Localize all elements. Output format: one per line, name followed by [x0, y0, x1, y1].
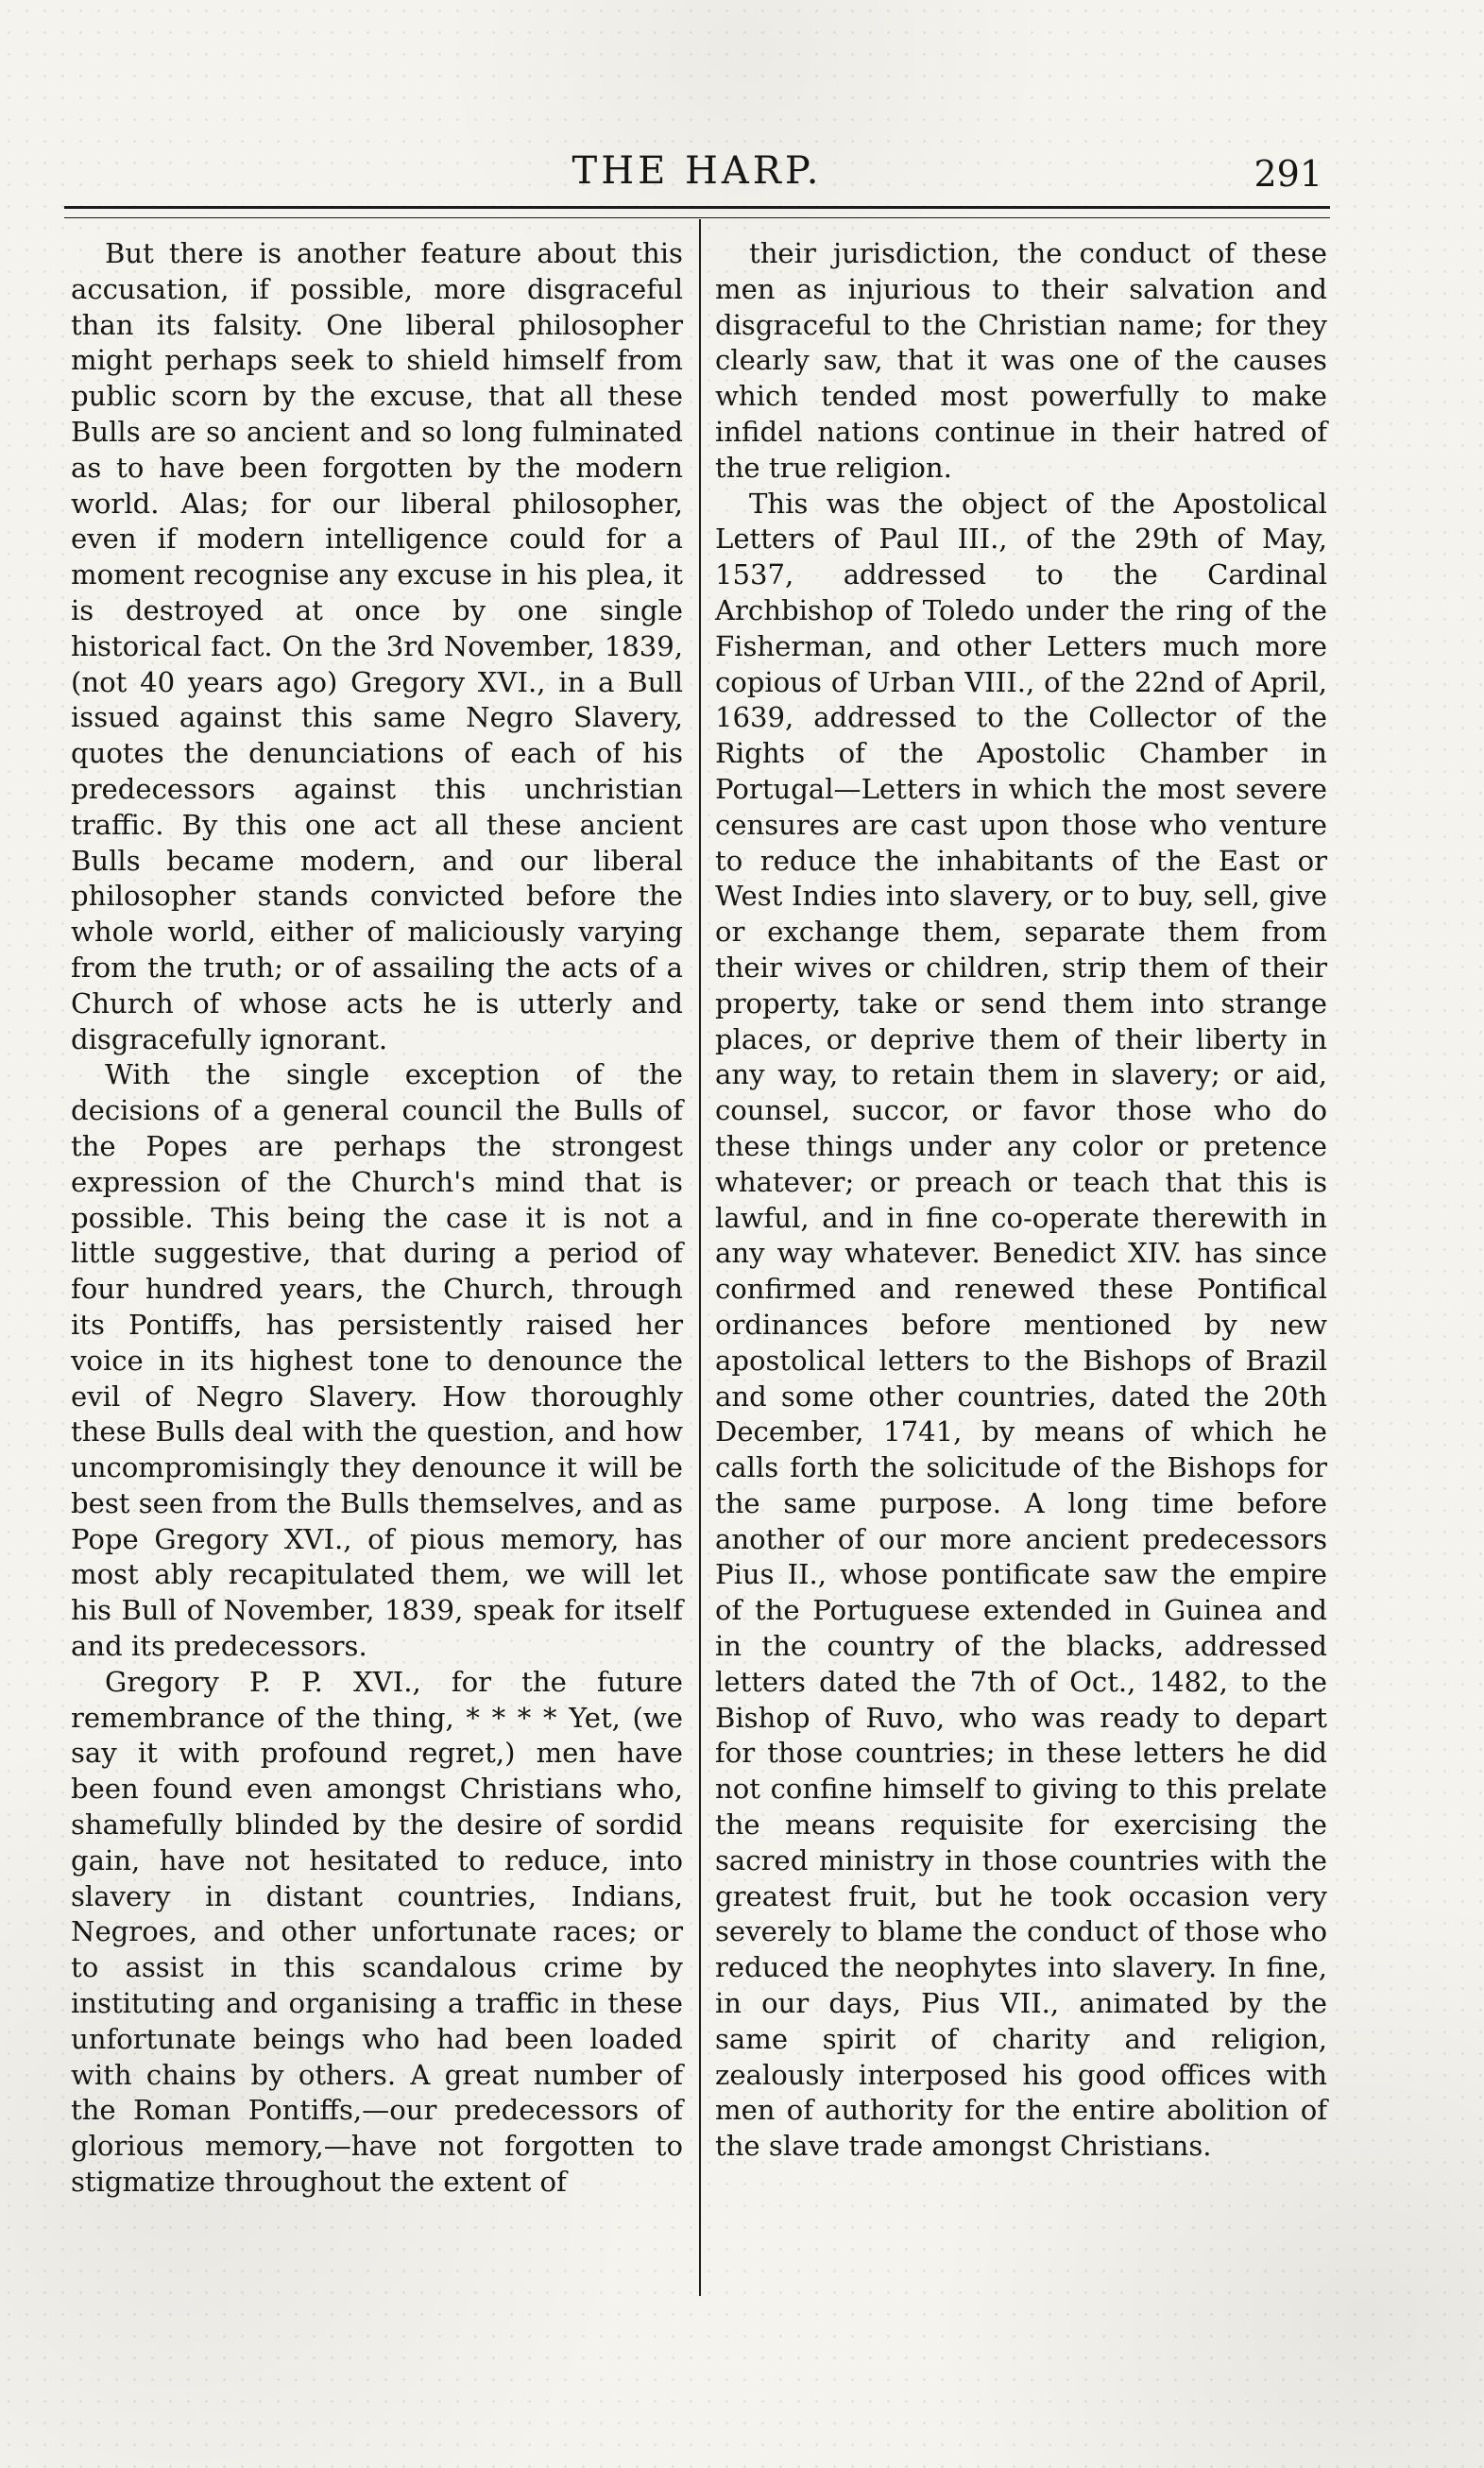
header-rule-secondary: [64, 217, 1330, 218]
column-divider: [699, 219, 701, 2296]
right-paragraph-1: their jurisdiction, the conduct of these men as injurious to their salvation and disgraceful to the Christian name; for they clearly saw, that it was one of the causes which tended most powerfully to make infidel nations continue in their hatred of the true religion.: [715, 237, 1327, 484]
left-paragraph-2: With the single exception of the decisions of a general council the Bulls of the Popes are perhaps the strongest expression of the Church's mind that is possible. This being the case it is not a little suggestive, that during a period of four hundred years, the Church, through its Pontiffs, has persistently raised her voice in its highest tone to denounce the evil of Negro Slavery. How thoroughly these Bulls deal with the question, and how uncompromisingly they denounce it will be best seen from the Bulls themselves, and as Pope Gregory XVI., of pious memory, has most ably recapitulated them, we will let his Bull of November, 1839, speak for itself and its predecessors.: [71, 1058, 683, 1663]
right-column: [715, 236, 1327, 2165]
page-number: 291: [1254, 153, 1322, 195]
left-paragraph-1: But there is another feature about this accusation, if possible, more disgraceful than its falsity. One liberal philosopher might perhaps seek to shield himself from public scorn by the excuse, that all these Bulls are so ancient and so long fulminated as to have been forgotten by the modern world. Alas; for our liberal philosopher, even if modern intelligence could for a moment recognise any excuse in his plea, it is destroyed at once by one single historical fact. On the 3rd November, 1839, (not 40 years ago) Gregory XVI., in a Bull issued against this same Negro Slavery, quotes the denunciations of each of his predecessors against this unchristian traffic. By this one act all these ancient Bulls became modern, and our liberal philosopher stands convicted before the whole world, either of maliciously varying from the truth; or of assailing the acts of a Church of whose acts he is utterly and disgracefully ignorant.: [71, 237, 683, 1055]
left-paragraph-3: Gregory P. P. XVI., for the future remembrance of the thing, * * * * Yet, (we say it with profound regret,) men have been found even amongst Christians who, shamefully blinded by the desire of sordid gain, have not hesitated to reduce, into slavery in distant countries, Indians, Negroes, and other unfortunate races; or to assist in this scandalous crime by instituting and organising a traffic in these unfortunate beings who had been loaded with chains by others. A great number of the Roman Pontiffs,—our predecessors of glorious memory,—have not forgotten to stigmatize throughout the extent of: [71, 1665, 683, 2199]
header-rule: [64, 206, 1330, 209]
left-column: [71, 236, 683, 2201]
running-title: THE HARP.: [571, 149, 823, 193]
page-header: [64, 142, 1330, 208]
right-paragraph-2: This was the object of the Apostolical Letters of Paul III., of the 29th of May, 1537, addressed to the Cardinal Archbishop of Toledo under the ring of the Fisherman, and other Letters much more copious of Urban VIII., of the 22nd of April, 1639, addressed to the Collector of the Rights of the Apostolic Chamber in Portugal—Letters in which the most severe censures are cast upon those who venture to reduce the inhabitants of the East or West Indies into slavery, or to buy, sell, give or exchange them, separate them from their wives or children, strip them of their property, take or send them into strange places, or deprive them of their liberty in any way, to retain them in slavery; or aid, counsel, succor, or favor those who do these things under any color or pretence whatever; or preach or teach that this is lawful, and in fine co-operate therewith in any way whatever. Benedict XIV. has since confirmed and renewed these Pontifical ordinances before mentioned by new apostolical letters to the Bishops of Brazil and some other countries, dated the 20th December, 1741, by means of which he calls forth the solicitude of the Bishops for the same purpose. A long time before another of our more ancient predecessors Pius II., whose pontificate saw the empire of the Portuguese extended in Guinea and in the country of the blacks, addressed letters dated the 7th of Oct., 1482, to the Bishop of Ruvo, who was ready to depart for those countries; in these letters he did not confine himself to giving to this prelate the means requisite for exercising the sacred ministry in those countries with the greatest fruit, but he took occasion very severely to blame the conduct of those who reduced the neophytes into slavery. In fine, in our days, Pius VII., animated by the same spirit of charity and religion, zealously interposed his good offices with men of authority for the entire abolition of the slave trade amongst Christians.: [715, 487, 1327, 2163]
